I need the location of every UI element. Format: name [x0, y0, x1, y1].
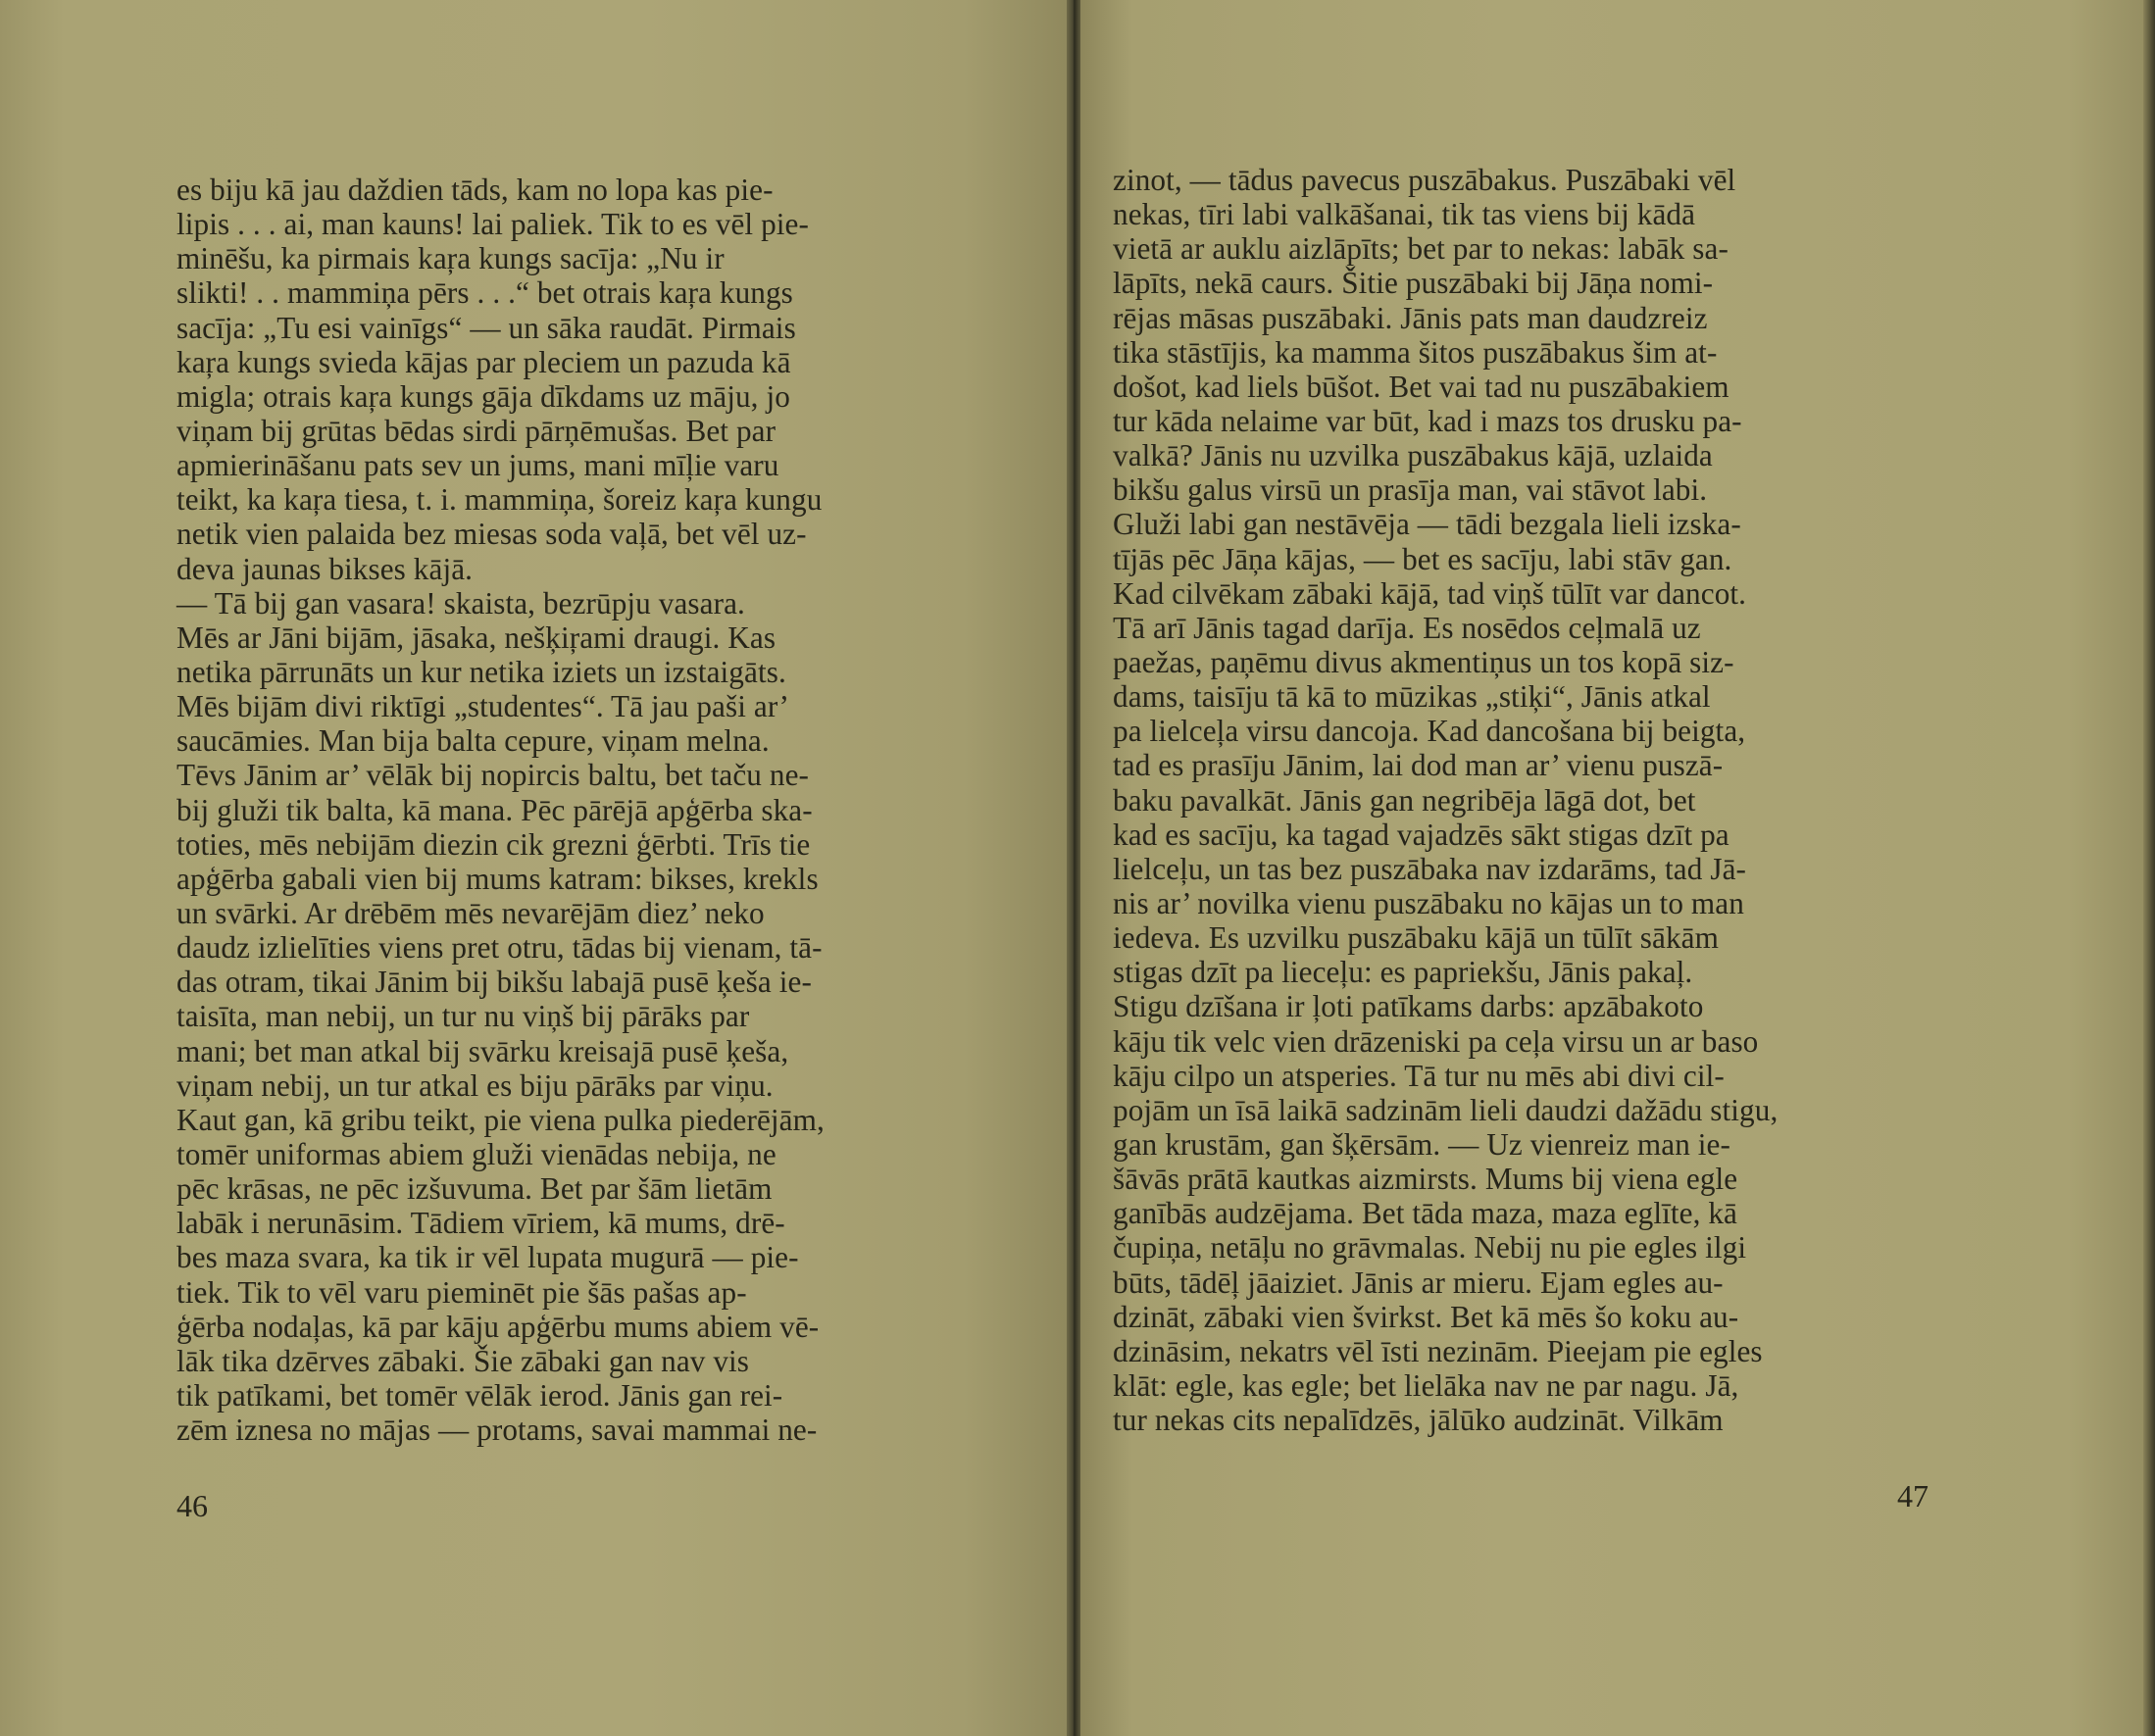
- text-line: daudz izlielīties viens pret otru, tādas bij vienam, tā-: [176, 930, 823, 966]
- text-line: ģērba nodaļas, kā par kāju apģērbu mums abiem vē-: [176, 1309, 820, 1344]
- text-line: zinot, — tādus pavecus puszābakus. Puszābaki vēl: [1113, 163, 1736, 197]
- text-line: tika stāstījis, ka mamma šitos puszābakus šim at-: [1113, 334, 1718, 370]
- text-line: pa lielceļa virsu dancoja. Kad dancošana bij beigta,: [1113, 714, 1746, 749]
- text-line: tad es prasīju Jānim, lai dod man ar’ vienu puszā-: [1113, 748, 1724, 783]
- text-line: kāju tik velc vien drāzeniski pa ceļa virsu un ar baso: [1113, 1023, 1759, 1059]
- text-line: pēc krāsas, ne pēc izšuvuma. Bet par šām lietām: [176, 1171, 773, 1207]
- text-line: gan krustām, gan šķērsām. — Uz vienreiz man ie-: [1113, 1126, 1730, 1162]
- text-line: došot, kad liels būšot. Bet vai tad nu puszābakiem: [1113, 369, 1729, 404]
- text-line: lāpīts, nekā caurs. Šitie puszābaki bij Jāņa nomi-: [1113, 266, 1714, 301]
- text-line: šāvās prātā kautkas aizmirsts. Mums bij viena egle: [1113, 1162, 1738, 1197]
- text-line: saucāmies. Man bija balta cepure, viņam melna.: [176, 723, 770, 759]
- text-line: migla; otrais kaŗa kungs gāja dīkdams uz māju, jo: [176, 378, 790, 414]
- book-gutter: [1067, 0, 1080, 1736]
- text-line: Kaut gan, kā gribu teikt, pie viena pulka piederējām,: [176, 1102, 825, 1137]
- text-line: baku pavalkāt. Jānis gan negribēja lāgā dot, bet: [1113, 782, 1696, 818]
- left-page-text: [176, 173, 990, 1447]
- text-line: — Tā bij gan vasara! skaista, bezrūpju vasara.: [176, 585, 745, 620]
- text-line: netik vien palaida bez miesas soda vaļā, bet vēl uz-: [176, 517, 807, 552]
- text-line: valkā? Jānis nu uzvilka puszābakus kājā, uzlaida: [1113, 438, 1713, 473]
- text-line: Gluži labi gan nestāvēja — tādi bezgala lieli izska-: [1113, 507, 1741, 542]
- text-line: Kad cilvēkam zābaki kājā, tad viņš tūlīt var dancot.: [1113, 575, 1747, 611]
- text-line: toties, mēs nebijām diezin cik grezni ģērbti. Trīs tie: [176, 826, 811, 862]
- text-line: tur kāda nelaime var būt, kad i mazs tos drusku pa-: [1113, 403, 1742, 438]
- text-line: nis ar’ novilka vienu puszābaku no kājas un to man: [1113, 885, 1744, 920]
- text-line: vietā ar auklu aizlāpīts; bet par to nekas: labāk sa-: [1113, 231, 1729, 267]
- text-line: labāk i nerunāsim. Tādiem vīriem, kā mums, drē-: [176, 1206, 785, 1241]
- text-line: nekas, tīri labi valkāšanai, tik tas viens bij kādā: [1113, 197, 1696, 232]
- text-line: viņam bij grūtas bēdas sirdi pārņēmušas. Bet par: [176, 413, 777, 448]
- text-line: deva jaunas bikses kājā.: [176, 551, 474, 586]
- text-line: lipis . . . ai, man kauns! lai paliek. Tik to es vēl pie-: [176, 207, 809, 242]
- text-line: bes maza svara, ka tik ir vēl lupata mugurā — pie-: [176, 1240, 799, 1275]
- page-edge: [2143, 0, 2155, 1736]
- text-line: apģērba gabali vien bij mums katram: bikses, krekls: [176, 861, 819, 896]
- text-line: kaŗa kungs svieda kājas par pleciem un pazuda kā: [176, 344, 791, 379]
- text-line: taisīta, man nebij, un tur nu viņš bij pārāks par: [176, 999, 750, 1034]
- text-line: tik patīkami, bet tomēr vēlāk ierod. Jānis gan rei-: [176, 1377, 783, 1413]
- text-line: minēšu, ka pirmais kaŗa kungs sacīja: „Nu ir: [176, 241, 725, 276]
- text-line: paežas, paņēmu divus akmentiņus un tos kopā siz-: [1113, 644, 1734, 679]
- text-line: dzināsim, nekatrs vēl īsti nezinām. Pieejam pie egles: [1113, 1333, 1763, 1368]
- text-line: kāju cilpo un atsperies. Tā tur nu mēs abi divi cil-: [1113, 1058, 1725, 1093]
- text-line: bij gluži tik balta, kā mana. Pēc pārējā apģērba ska-: [176, 792, 813, 827]
- text-line: tījās pēc Jāņa kājas, — bet es sacīju, labi stāv gan.: [1113, 541, 1732, 576]
- text-line: Tēvs Jānim ar’ vēlāk bij nopircis baltu, bet taču ne-: [176, 758, 810, 793]
- text-line: rējas māsas puszābaki. Jānis pats man daudzreiz: [1113, 300, 1708, 335]
- right-page-text: [1113, 163, 1934, 1437]
- text-line: Stigu dzīšana ir ļoti patīkams darbs: apzābakoto: [1113, 989, 1704, 1024]
- right-page-number: 47: [1897, 1478, 1929, 1513]
- text-line: netika pārrunāts un kur netika iziets un izstaigāts.: [176, 654, 786, 689]
- text-line: ganībās audzējama. Bet tāda maza, maza eglīte, kā: [1113, 1196, 1737, 1231]
- text-line: un svārki. Ar drēbēm mēs nevarējām diez’ neko: [176, 895, 765, 930]
- text-line: bikšu galus virsū un prasīja man, vai stāvot labi.: [1113, 472, 1708, 508]
- text-line: teikt, ka kaŗa tiesa, t. i. mammiņa, šoreiz kaŗa kungu: [176, 482, 823, 518]
- text-line: viņam nebij, un tur atkal es biju pārāks par viņu.: [176, 1067, 774, 1103]
- text-line: Mēs ar Jāni bijām, jāsaka, nešķiŗami draugi. Kas: [176, 620, 777, 655]
- text-line: tiek. Tik to vēl varu pieminēt pie šās pašas ap-: [176, 1274, 747, 1310]
- text-line: zēm iznesa no mājas — protams, savai mammai ne-: [176, 1413, 818, 1448]
- text-line: iedeva. Es uzvilku puszābaku kājā un tūlīt sākām: [1113, 920, 1719, 956]
- text-line: tomēr uniformas abiem gluži vienādas nebija, ne: [176, 1136, 777, 1171]
- text-line: lāk tika dzērves zābaki. Šie zābaki gan nav vis: [176, 1343, 750, 1378]
- text-line: tur nekas cits nepalīdzēs, jālūko audzināt. Vilkām: [1113, 1403, 1724, 1438]
- text-line: mani; bet man atkal bij svārku kreisajā pusē ķeša,: [176, 1033, 789, 1068]
- text-line: čupiņa, netāļu no grāvmalas. Nebij nu pie egles ilgi: [1113, 1230, 1747, 1265]
- text-line: dams, taisīju tā kā to mūzikas „stiķi“, Jānis atkal: [1113, 679, 1711, 715]
- text-line: dzināt, zābaki vien švirkst. Bet kā mēs šo koku au-: [1113, 1299, 1739, 1334]
- text-line: klāt: egle, kas egle; bet lielāka nav ne par nagu. Jā,: [1113, 1367, 1739, 1403]
- left-page-number: 46: [176, 1488, 208, 1523]
- text-line: Tā arī Jānis tagad darīja. Es nosēdos ceļmalā uz: [1113, 610, 1701, 645]
- text-line: sacīja: „Tu esi vainīgs“ — un sāka raudāt. Pirmais: [176, 310, 796, 345]
- text-line: slikti! . . mammiņa pērs . . .“ bet otrais kaŗa kungs: [176, 275, 793, 311]
- text-line: apmierināšanu pats sev un jums, mani mīļie varu: [176, 448, 779, 483]
- text-line: būts, tādēļ jāaiziet. Jānis ar mieru. Ejam egles au-: [1113, 1265, 1724, 1300]
- text-line: lielceļu, un tas bez puszābaka nav izdarāms, tad Jā-: [1113, 851, 1747, 886]
- text-line: stigas dzīt pa lieceļu: es papriekšu, Jānis pakaļ.: [1113, 955, 1693, 990]
- text-line: Mēs bijām divi riktīgi „studentes“. Tā jau paši ar’: [176, 689, 789, 724]
- text-line: pojām un īsā laikā sadzinām lieli daudzi dažādu stigu,: [1113, 1092, 1779, 1127]
- text-line: kad es sacīju, ka tagad vajadzēs sākt stigas dzīt pa: [1113, 817, 1729, 852]
- text-line: das otram, tikai Jānim bij bikšu labajā pusē ķeša ie-: [176, 965, 812, 1000]
- text-line: es biju kā jau daždien tāds, kam no lopa kas pie-: [176, 173, 774, 207]
